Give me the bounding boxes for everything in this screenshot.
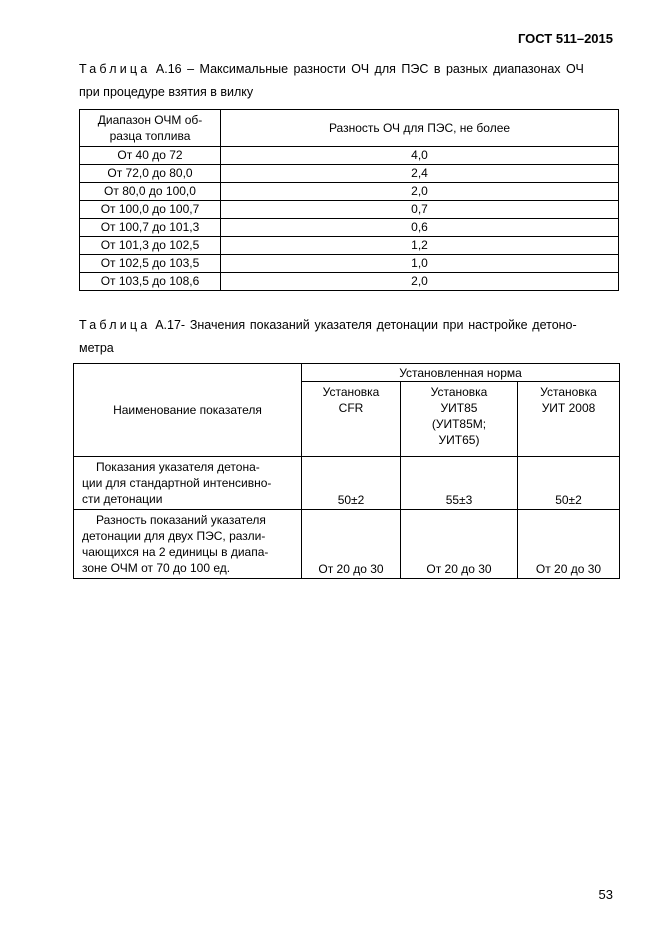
table-row <box>80 165 619 183</box>
indicator-label <box>74 510 302 579</box>
header-uit85 <box>401 382 518 457</box>
value-cfr: От 20 до 30 <box>302 510 401 579</box>
indicator-label <box>74 457 302 510</box>
header-text: разца топлива <box>109 129 191 143</box>
header-text: (УИТ85М; <box>431 417 487 431</box>
header-cfr <box>302 382 401 457</box>
range-cell: От 80,0 до 100,0 <box>80 183 221 201</box>
table-a16-caption <box>79 58 613 104</box>
caption-label: Таблица <box>79 318 151 332</box>
value-cell: 0,7 <box>221 201 619 219</box>
value-cell: 2,0 <box>221 183 619 201</box>
table-header-row <box>80 110 619 147</box>
caption-line <box>79 314 613 337</box>
caption-line <box>79 58 613 81</box>
value-cell: 2,0 <box>221 273 619 291</box>
table-row <box>80 219 619 237</box>
header-text: Установка <box>430 385 488 399</box>
label-line: Разность показаний указателя <box>96 513 266 527</box>
value-uit85: От 20 до 30 <box>401 510 518 579</box>
range-cell: От 100,7 до 101,3 <box>80 219 221 237</box>
header-indicator-name: Наименование показателя <box>74 364 302 457</box>
document-header: ГОСТ 511–2015 <box>517 31 613 46</box>
header-range <box>80 110 221 147</box>
range-cell: От 103,5 до 108,6 <box>80 273 221 291</box>
table-row <box>74 457 620 510</box>
table-a17-caption <box>79 314 613 360</box>
label-line: детонации для двух ПЭС, разли- <box>82 529 266 543</box>
range-cell: От 40 до 72 <box>80 147 221 165</box>
value-uit2008: От 20 до 30 <box>518 510 620 579</box>
table-row <box>80 273 619 291</box>
label-line: чающихся на 2 единицы в диапа- <box>82 545 269 559</box>
caption-label: Таблица <box>79 62 151 76</box>
value-uit2008: 50±2 <box>518 457 620 510</box>
value-uit85: 55±3 <box>401 457 518 510</box>
caption-line: при процедуре взятия в вилку <box>79 85 254 99</box>
page-number: 53 <box>598 887 613 902</box>
value-cell: 4,0 <box>221 147 619 165</box>
label-line: зоне ОЧМ от 70 до 100 ед. <box>82 561 231 575</box>
header-text: УИТ65) <box>438 433 480 447</box>
header-text: УИТ85 <box>440 401 478 415</box>
table-row <box>80 201 619 219</box>
header-difference: Разность ОЧ для ПЭС, не более <box>221 110 619 147</box>
label-line: сти детонации <box>82 492 163 506</box>
value-cell: 1,2 <box>221 237 619 255</box>
header-uit2008 <box>518 382 620 457</box>
header-established-norm: Установленная норма <box>302 364 620 382</box>
caption-text: А.17- Значения показаний указателя детонации при настройке детоно- <box>155 318 577 332</box>
table-row <box>80 183 619 201</box>
header-text: УИТ 2008 <box>541 401 596 415</box>
value-cell: 1,0 <box>221 255 619 273</box>
header-text: Диапазон ОЧМ об- <box>97 113 203 127</box>
table-a17 <box>73 363 620 579</box>
table-row <box>80 237 619 255</box>
value-cell: 0,6 <box>221 219 619 237</box>
header-text: CFR <box>338 401 364 415</box>
range-cell: От 100,0 до 100,7 <box>80 201 221 219</box>
table-row <box>80 255 619 273</box>
label-line: Показания указателя детона- <box>96 460 260 474</box>
header-text: Установка <box>540 385 597 399</box>
range-cell: От 102,5 до 103,5 <box>80 255 221 273</box>
caption-text: А.16 – Максимальные разности ОЧ для ПЭС в разных диапазонах ОЧ <box>155 62 584 76</box>
table-row <box>80 147 619 165</box>
value-cell: 2,4 <box>221 165 619 183</box>
table-header-row <box>74 364 620 382</box>
range-cell: От 101,3 до 102,5 <box>80 237 221 255</box>
table-a16 <box>79 109 619 291</box>
table-row <box>74 510 620 579</box>
caption-line: метра <box>79 341 114 355</box>
value-cfr: 50±2 <box>302 457 401 510</box>
label-line: ции для стандартной интенсивно- <box>82 476 272 490</box>
range-cell: От 72,0 до 80,0 <box>80 165 221 183</box>
header-text: Установка <box>322 385 380 399</box>
